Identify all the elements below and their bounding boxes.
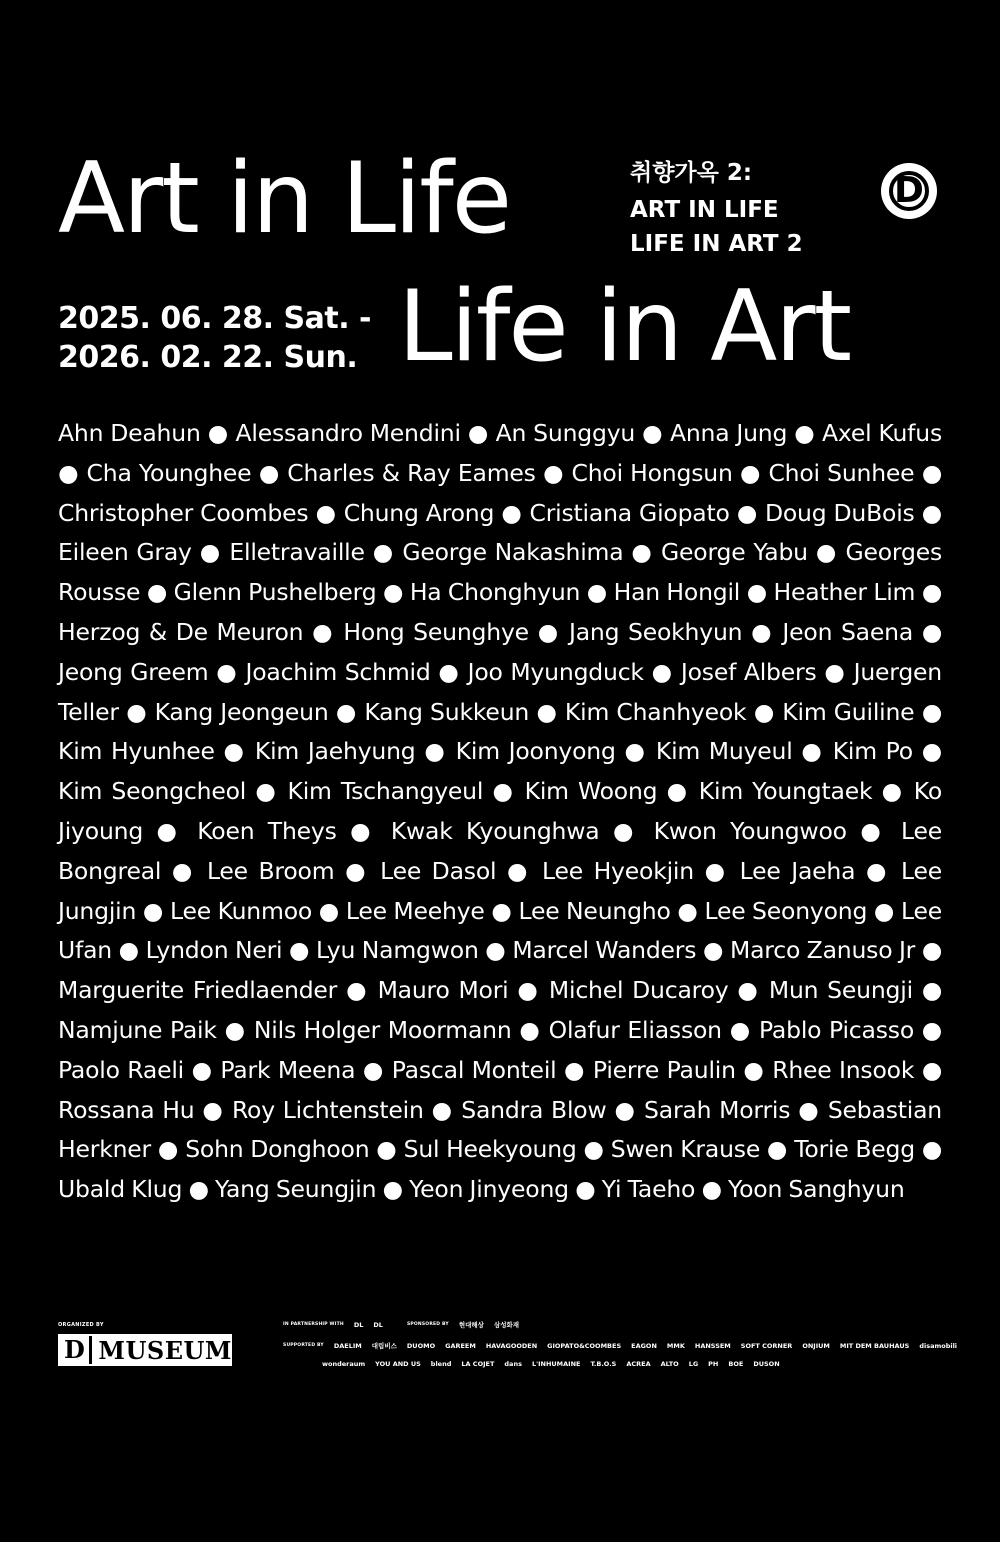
supporter-logo: GIOPATO&COOMBES [547,1341,622,1350]
supporter-logo: DUOMO [406,1341,436,1350]
supporter-logo: disamobili [919,1341,958,1350]
partner-logo: DL [373,1320,383,1329]
supporter-logo: GAREEM [445,1341,476,1350]
supporter-logo: DAELIM [333,1341,362,1350]
supporter-logo: HANSSEM [694,1341,731,1350]
supporter-logo: dans [504,1360,522,1368]
supporters-row-1 [283,1341,957,1350]
supporter-logo: LA COJET [461,1360,495,1368]
supporter-logo: wonderaum [322,1360,366,1368]
supporter-logo: 대림비스 [371,1342,397,1350]
supporter-logo: BOE [728,1360,744,1368]
supporter-logo: ONJIUM [802,1341,830,1350]
supporter-logo: HAVAGOODEN [485,1341,538,1350]
supporter-logo: ALTO [660,1360,679,1368]
partnership-row [283,1320,519,1329]
d-museum-wordmark [58,1334,232,1366]
subtitle-art-in-life: ART IN LIFE [630,197,779,223]
sponsor-logo: 현대해상 [458,1321,484,1329]
partnership-label: IN PARTNERSHIP WITH [283,1322,344,1327]
sponsor-logo: 삼성화재 [493,1321,520,1329]
title-line-2: Life in Art [398,270,851,384]
d-museum-logo-icon [881,163,937,219]
supported-label: SUPPORTED BY [283,1343,324,1348]
supporter-logo: T.B.O.S [590,1360,617,1368]
supporter-logo: MIT DEM BAUHAUS [839,1341,910,1350]
museum-logo-letter: D [60,1336,92,1364]
supporters-row-2 [322,1360,780,1368]
supporter-logo: SOFT CORNER [740,1341,793,1350]
supporter-logo: EAGON [631,1341,657,1350]
supporter-logo: PH [708,1360,719,1368]
supporter-logo: MMK [666,1341,685,1350]
supporter-logo: blend [430,1360,452,1368]
supporter-logo: L'INHUMAINE [531,1360,581,1368]
end-date: 2026. 02. 22. Sun. [58,340,358,375]
logo-letter: D [889,171,929,211]
supporter-logo: DUSON [753,1360,780,1368]
organized-by-label: ORGANIZED BY [58,1322,104,1328]
sponsored-label: SPONSORED BY [406,1322,449,1327]
supporter-logo: YOU AND US [375,1360,421,1368]
supporter-logo: LG [688,1360,699,1368]
subtitle-life-in-art-2: LIFE IN ART 2 [630,231,803,257]
subtitle-korean: 취향가옥 2: [630,160,753,186]
partner-logo: DL [353,1320,364,1329]
museum-logo-name: MUSEUM [98,1335,232,1365]
artist-list: Ahn Deahun ● Alessandro Mendini ● An Sunggyu ● Anna Jung ● Axel Kufus ● Cha Younghee ● Charles & Ray Eames ● Choi Hongsun ● Choi Sunhee ● Christopher Coombes ● Chung Arong ● Cristiana Giopato ● Doug DuBois ● Eileen Gray ● Elletravaille ● George Nakashima ● George Yabu ● Georges Rousse ● Glenn Pushelberg ● Ha Chonghyun ● Han Hongil ● Heather Lim ● Herzog & De Meuron ● Hong Seunghye ● Jang Seokhyun ● Jeon Saena ● Jeong Greem ● Joachim Schmid ● Joo Myungduck ● Josef Albers ● Juergen Teller ● Kang Jeongeun ● Kang Sukkeun ● Kim Chanhyeok ● Kim Guiline ● Kim Hyunhee ● Kim Jaehyung ● Kim Joonyong ● Kim Muyeul ● Kim Po ● Kim Seongcheol ● Kim Tschangyeul ● Kim Woong ● Kim Youngtaek ● Ko Jiyoung ● Koen Theys ● Kwak Kyounghwa ● Kwon Youngwoo ● Lee Bongreal ● Lee Broom ● Lee Dasol ● Lee Hyeokjin ● Lee Jaeha ● Lee Jungjin ● Lee Kunmoo ● Lee Meehye ● Lee Neungho ● Lee Seonyong ● Lee Ufan ● Lyndon Neri ● Lyu Namgwon ● Marcel Wanders ● Marco Zanuso Jr ● Marguerite Friedlaender ● Mauro Mori ● Michel Ducaroy ● Mun Seungji ● Namjune Paik ● Nils Holger Moormann ● Olafur Eliasson ● Pablo Picasso ● Paolo Raeli ● Park Meena ● Pascal Monteil ● Pierre Paulin ● Rhee Insook ● Rossana Hu ● Roy Lichtenstein ● Sandra Blow ● Sarah Morris ● Sebastian Herkner ● Sohn Donghoon ● Sul Heekyoung ● Swen Krause ● Torie Begg ● Ubald Klug ● Yang Seungjin ● Yeon Jinyeong ● Yi Taeho ● Yoon Sanghyun [58,419,942,1204]
start-date: 2025. 06. 28. Sat. - [58,301,371,336]
title-line-1: Art in Life [58,142,511,256]
supporter-logo: ACREA [626,1360,651,1368]
